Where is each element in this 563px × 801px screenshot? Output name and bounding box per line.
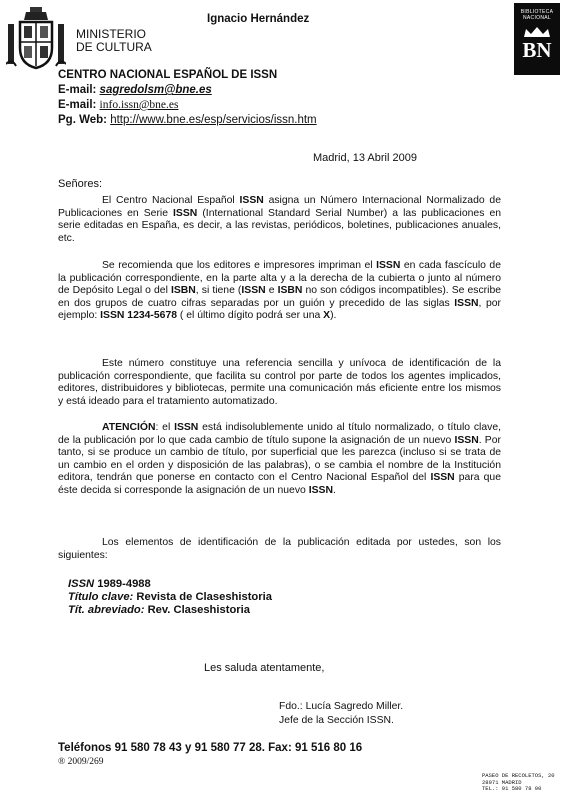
p2-text: Se recomienda que los editores e impresores impriman el — [102, 260, 377, 271]
p1-text: El Centro Nacional Español — [102, 195, 240, 206]
p4-bold: ISSN — [430, 472, 455, 484]
address-stamp — [482, 773, 555, 793]
abbr-line — [68, 604, 272, 617]
title-value: Revista de Claseshistoria — [133, 591, 272, 603]
biblioteca-nacional-logo — [514, 3, 560, 75]
crown-icon — [522, 25, 552, 37]
p4-text: para que éste decida si corresponde la asignación de un nuevo — [58, 472, 501, 496]
ministry-line-1: MINISTERIO — [76, 27, 147, 41]
title-line — [68, 591, 272, 604]
p2-bold: ISSN — [454, 297, 479, 309]
stamp-line-2: 28071 MADRID — [482, 778, 522, 786]
p2-bold: ISBN — [170, 285, 196, 297]
signatory-name: Fdo.: Lucía Sagredo Miller. — [279, 701, 404, 712]
web-line — [58, 113, 317, 128]
p4-bold: ISSN — [454, 434, 479, 446]
paragraph-3 — [58, 358, 501, 408]
paragraph-4 — [58, 422, 501, 498]
greeting: Señores: — [58, 178, 103, 190]
letter-date: Madrid, 13 Abril 2009 — [313, 152, 417, 164]
signatory-role: Jefe de la Sección ISSN. — [279, 715, 394, 726]
reference-number: ® 2009/269 — [58, 757, 104, 767]
p5-text: Los elementos de identificación de la publicación editada por ustedes, son los siguientes: — [58, 537, 501, 561]
web-link[interactable]: http://www.bne.es/esp/servicios/issn.htm — [110, 114, 317, 126]
issn-value: 1989-4988 — [94, 578, 151, 590]
stamp-line-1: PASEO DE RECOLETOS, 20 — [482, 772, 555, 779]
email-line-2 — [58, 98, 317, 113]
bn-logo-letters: BN — [522, 38, 552, 62]
p4-text: . — [332, 484, 336, 496]
paragraph-5 — [58, 537, 501, 562]
title-label: Título clave: — [68, 591, 134, 603]
p1-issn: ISSN — [173, 207, 198, 219]
web-label: Pg. Web: — [58, 114, 111, 126]
coat-of-arms-seal-icon — [6, 6, 66, 72]
p1-text: asigna un Número Internacional Normalizado de Publicaciones en Serie — [58, 195, 501, 219]
p2-text: ). — [330, 310, 337, 322]
p4-text: está indisolublemente unido al título normalizado, o título clave, de la publicación por lo que cada cambio de título supone la asignación de un nuevo — [58, 422, 502, 446]
p2-text: , por ejemplo: — [58, 297, 501, 322]
email-line-1 — [58, 83, 317, 98]
p4-bold: ISSN — [174, 422, 199, 433]
p4-text: . Por tanto, si se produce un cambio de título, por superficial que les parezca (incluso si se trata de un cambio en el orden y disposición de las palabras), o se cambia el nombre de la Institución editora, tendrán que ponerse en contacto con el Centro Nacional Español del — [58, 434, 501, 484]
issn-line — [68, 578, 272, 591]
p2-text: , si tiene ( — [195, 285, 242, 297]
author-name: Ignacio Hernández — [207, 13, 310, 25]
center-name: CENTRO NACIONAL ESPAÑOL DE ISSN — [58, 69, 278, 81]
signature-block — [279, 700, 403, 728]
abbr-value: Rev. Claseshistoria — [144, 604, 250, 616]
identification-block — [68, 578, 272, 617]
p2-text: no son códigos incompatibles). Se escribe en dos grupos de cuatro cifras separadas por un guión y precedido de las siglas — [58, 285, 502, 309]
ministry-line-2: DE CULTURA — [76, 40, 152, 54]
p2-text: ( el último dígito podrá ser una — [177, 310, 324, 322]
p4-bold: ATENCIÓN — [102, 422, 156, 433]
paragraph-2 — [58, 260, 501, 323]
p2-bold: ISBN — [277, 285, 303, 297]
closing-line: Les saluda atentamente, — [204, 662, 325, 674]
email-label-2: E-mail: — [58, 99, 100, 111]
p2-bold: ISSN — [241, 285, 266, 297]
bn-logo-small-text — [514, 9, 560, 21]
abbr-label: Tít. abreviado: — [68, 604, 145, 616]
stamp-line-3: TEL.: 91 580 78 00 — [482, 785, 542, 792]
p1-issn: ISSN — [239, 195, 264, 206]
p4-bold: ISSN — [308, 484, 333, 496]
p2-bold: ISSN 1234-5678 — [100, 310, 178, 322]
p1-text: (International Standard Serial Number) a las publicaciones en serie editadas en España, es decir, a las revistas, periódicos, boletines, publicaciones anuales, etc. — [58, 207, 501, 244]
p2-text: e — [265, 285, 278, 297]
p3-text: Este número constituye una referencia sencilla y unívoca de identificación de la publicación correspondiente, que facilita su control por parte de todos los agentes implicados, editores, distribuidores y bibliotecas, permite una comunicación más eficiente entre los mismos y está ideado para el tratamiento automatizado. — [58, 358, 501, 407]
bn-logo-line-1: BIBLIOTECA — [520, 9, 554, 15]
issn-label: ISSN — [68, 578, 95, 590]
paragraph-1 — [58, 195, 501, 245]
bn-logo-line-2: NACIONAL — [523, 15, 551, 21]
phones-line: Teléfonos 91 580 78 43 y 91 580 77 28. Fax: 91 516 80 16 — [58, 742, 363, 754]
p4-text: : el — [155, 422, 175, 433]
p2-bold: X — [323, 310, 331, 322]
email-link-1[interactable]: sagredolsm@bne.es — [99, 84, 212, 96]
p2-bold: ISSN — [376, 260, 401, 271]
email-link-2[interactable]: info.issn@bne.es — [99, 99, 179, 111]
ministry-name — [76, 28, 152, 54]
p2-text: en cada fascículo de la publicación correspondiente, en la parte alta y a la derecha de la cubierta o junto al número de Depósito Legal o del — [58, 260, 501, 297]
issn-center-header — [58, 68, 317, 128]
email-label-1: E-mail: — [58, 84, 100, 96]
